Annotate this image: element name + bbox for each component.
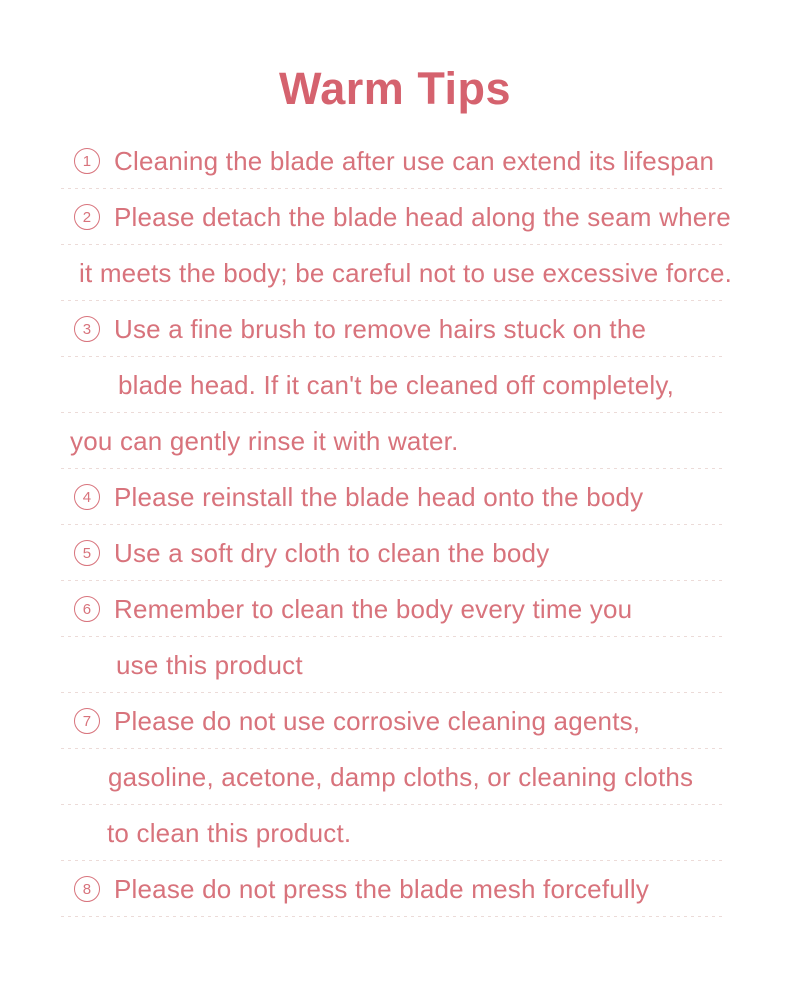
circled-number-5: 5 <box>74 540 100 566</box>
tip-row-7-continued <box>61 749 723 805</box>
tip-row-7-continued-2 <box>61 805 723 861</box>
tip-text: to clean this product. <box>107 817 352 848</box>
tip-text: Remember to clean the body every time you <box>114 593 633 624</box>
tip-row-3-continued <box>61 357 723 413</box>
tip-text: Please do not press the blade mesh forcefully <box>114 873 650 904</box>
tip-text: Please do not use corrosive cleaning agents, <box>114 705 641 736</box>
tips-list <box>61 133 733 917</box>
tip-text: Cleaning the blade after use can extend its lifespan <box>114 145 715 176</box>
circled-number-1: 1 <box>74 148 100 174</box>
tip-row-1 <box>61 133 723 189</box>
tip-row-4 <box>61 469 723 525</box>
circled-number-6: 6 <box>74 596 100 622</box>
tip-row-6 <box>61 581 723 637</box>
tip-text: Please detach the blade head along the seam where <box>114 201 731 232</box>
tip-text: blade head. If it can't be cleaned off completely, <box>118 369 675 400</box>
tip-row-2 <box>61 189 731 245</box>
tip-text: gasoline, acetone, damp cloths, or cleaning cloths <box>108 761 694 792</box>
tip-text: Please reinstall the blade head onto the body <box>114 481 644 512</box>
tip-text: you can gently rinse it with water. <box>70 425 459 456</box>
warm-tips-page <box>0 63 790 984</box>
tip-row-8 <box>61 861 723 917</box>
tip-row-3-continued-2 <box>61 413 723 469</box>
tip-row-2-continued <box>61 245 733 301</box>
tip-row-7 <box>61 693 723 749</box>
circled-number-8: 8 <box>74 876 100 902</box>
tip-text: Use a soft dry cloth to clean the body <box>114 537 550 568</box>
tip-text: Use a fine brush to remove hairs stuck on the <box>114 313 647 344</box>
circled-number-2: 2 <box>74 204 100 230</box>
tip-row-5 <box>61 525 723 581</box>
tip-text: it meets the body; be careful not to use excessive force. <box>79 257 733 288</box>
tip-row-6-continued <box>61 637 723 693</box>
circled-number-3: 3 <box>74 316 100 342</box>
circled-number-4: 4 <box>74 484 100 510</box>
tip-text: use this product <box>116 649 303 680</box>
page-title: Warm Tips <box>278 63 512 114</box>
tip-row-3 <box>61 301 723 357</box>
circled-number-7: 7 <box>74 708 100 734</box>
